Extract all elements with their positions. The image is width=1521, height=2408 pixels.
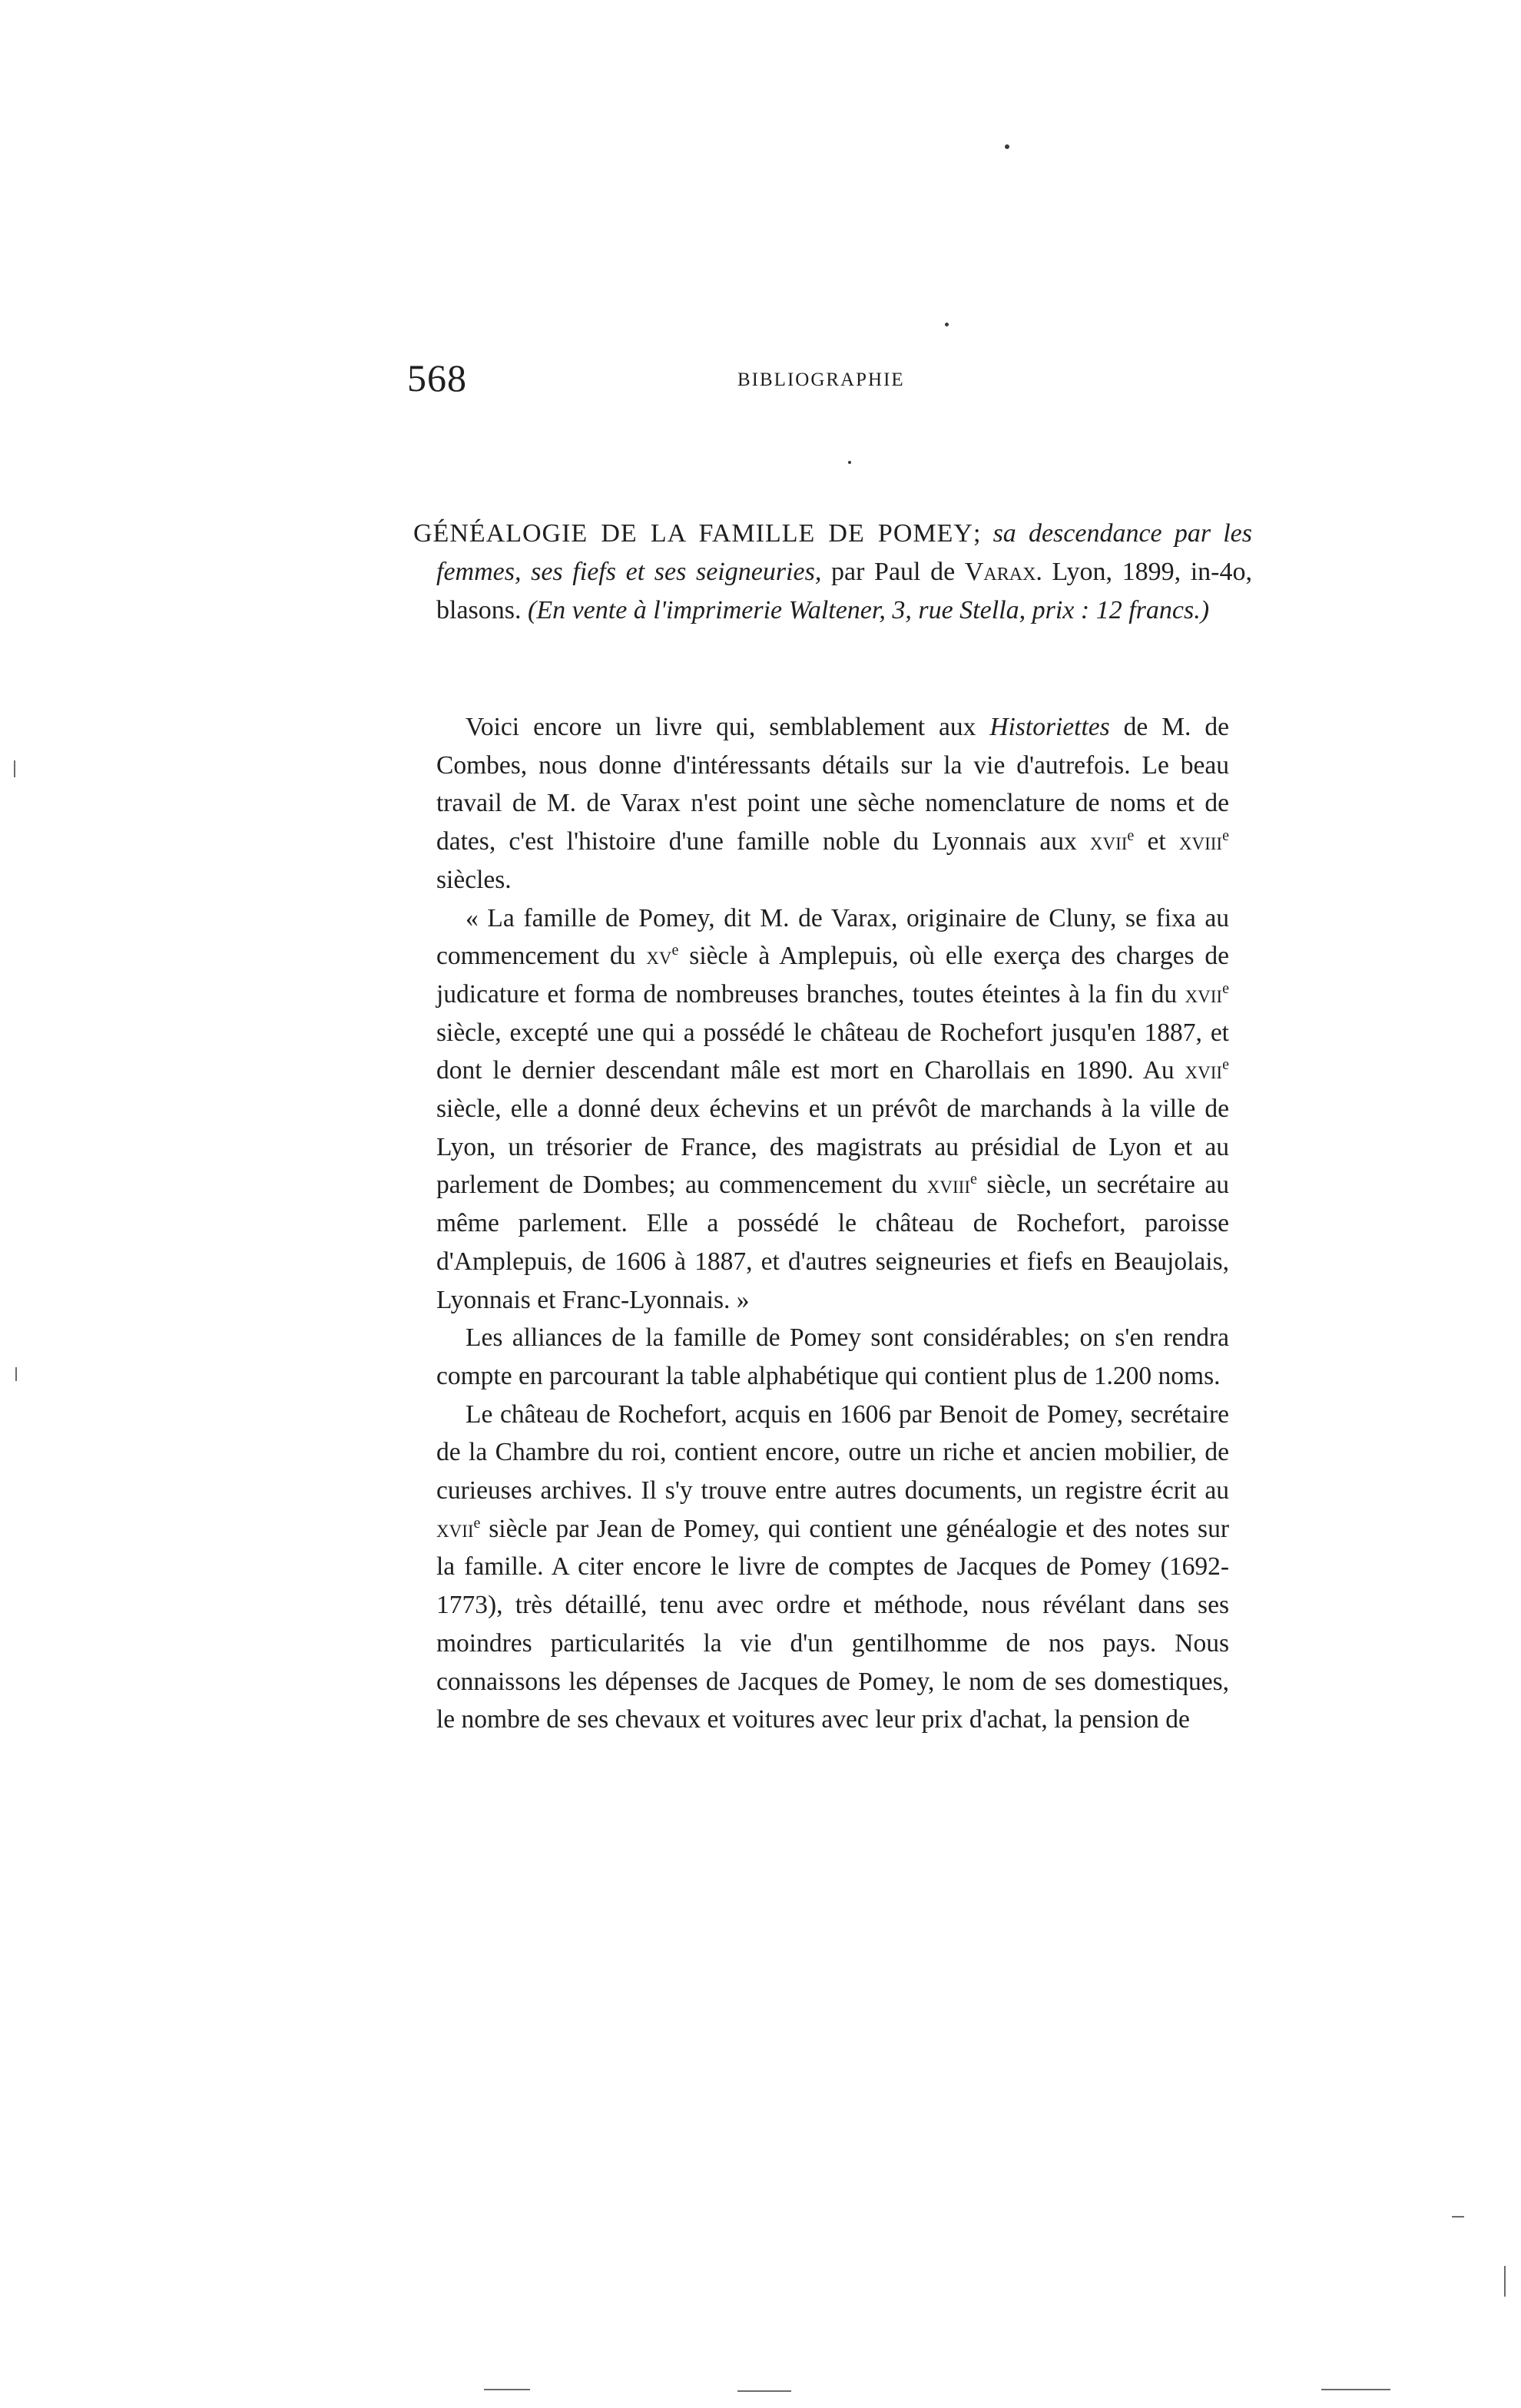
superscript: e xyxy=(671,942,679,959)
text-run-italic: Historiettes xyxy=(989,713,1110,741)
review-body xyxy=(436,708,1229,1739)
superscript: e xyxy=(1127,827,1135,845)
margin-mark xyxy=(1504,2266,1506,2297)
paragraph-3: Les alliances de la famille de Pomey sont considérables; on s'en rendra compte en parcourant la table alphabétique qui contient plus de 1.200 noms. xyxy=(436,1323,1229,1390)
superscript: e xyxy=(969,1171,977,1188)
superscript: e xyxy=(1222,827,1229,845)
century-numeral: xviii xyxy=(1178,827,1223,856)
running-head: BIBLIOGRAPHIE xyxy=(737,369,905,390)
margin-mark xyxy=(484,2389,530,2390)
page-number: 568 xyxy=(407,356,467,399)
superscript: e xyxy=(1222,1056,1229,1074)
scan-speck xyxy=(848,461,851,464)
margin-mark xyxy=(1452,2216,1464,2218)
century-numeral: xvii xyxy=(436,1514,474,1543)
margin-mark xyxy=(14,760,15,777)
text-run: de M. de Combes, nous donne d'intéressants détails sur la vie d'autrefois. Le beau travail de M. de Varax n'est point une sèche nomenclature de noms et de dates, c'est l'histoire d'une famille noble du Lyonnais aux xyxy=(436,713,1229,856)
entry-separator: ; xyxy=(973,519,993,548)
century-numeral: xvii xyxy=(1185,979,1223,1009)
text-run: « La famille de Pomey, dit M. de Varax, originaire de Cluny, se fixa au commencement du xyxy=(436,903,1229,971)
entry-subtitle: sa descendance par les femmes, ses fiefs et ses seigneuries, xyxy=(436,519,1252,586)
paragraph-2 xyxy=(436,899,1229,1320)
margin-mark xyxy=(15,1367,17,1381)
century-numeral: xvii xyxy=(1089,827,1128,856)
century-numeral: xvii xyxy=(1185,1056,1223,1085)
superscript: e xyxy=(473,1514,481,1532)
bibliographic-entry xyxy=(413,515,1252,630)
text-run: siècle, elle a donné deux échevins et un prévôt de marchands à la ville de Lyon, un trésorier de France, des magistrats au présidial de Lyon et au parlement de Dombes; au commencement du xyxy=(436,1095,1229,1200)
text-run: siècle, un secrétaire au même parlement. Elle a possédé le château de Rochefort, paroisse d'Amplepuis, de 1606 à 1887, et d'autres seigneuries et fiefs en Beaujolais, Lyonnais et Franc-Lyonnais. » xyxy=(436,1171,1230,1314)
entry-publication: . Lyon, 1899, in-4o, blasons. xyxy=(436,558,1253,624)
entry-sale-note: (En vente à l'imprimerie Waltener, 3, rue Stella, prix : 12 francs.) xyxy=(528,596,1210,624)
text-run: Le château de Rochefort, acquis en 1606 par Benoit de Pomey, secrétaire de la Chambre du roi, contient encore, outre un riche et ancien mobilier, de curieuses archives. Il s'y trouve entre autres documents, un registre écrit au xyxy=(436,1399,1229,1505)
scan-speck xyxy=(1005,144,1009,149)
scan-speck xyxy=(945,323,949,326)
text-run: siècle à Amplepuis, où elle exerça des charges de judicature et forma de nombreuses branches, toutes éteintes à la fin du xyxy=(436,942,1229,1009)
paragraph-1 xyxy=(436,708,1229,899)
text-run: Voici encore un livre qui, semblablement aux xyxy=(466,713,990,741)
superscript: e xyxy=(1222,979,1229,997)
paragraph-4 xyxy=(436,1396,1229,1739)
margin-mark xyxy=(737,2390,791,2392)
text-run: siècle, excepté une qui a possédé le château de Rochefort jusqu'en 1887, et dont le dernier descendant mâle est mort en Charollais en 1890. Au xyxy=(436,1018,1229,1085)
text-run: et xyxy=(1134,827,1179,856)
margin-mark xyxy=(1321,2389,1390,2390)
entry-author: Varax xyxy=(964,558,1036,586)
entry-by: par Paul de xyxy=(821,558,965,586)
text-run: siècle par Jean de Pomey, qui contient une généalogie et des notes sur la famille. A citer encore le livre de comptes de Jacques de Pomey (1692-1773), très détaillé, tenu avec ordre et méthode, nous révélant dans ses moindres particularités la vie d'un gentilhomme de nos pays. Nous connaissons les dépenses de Jacques de Pomey, le nom de ses domestiques, le nombre de ses chevaux et voitures avec leur prix d'achat, la pension de xyxy=(436,1514,1229,1734)
century-numeral: xv xyxy=(646,942,672,971)
entry-title: GÉNÉALOGIE DE LA FAMILLE DE POMEY xyxy=(413,519,973,548)
century-numeral: xviii xyxy=(926,1171,970,1200)
text-run: siècles. xyxy=(436,865,512,894)
